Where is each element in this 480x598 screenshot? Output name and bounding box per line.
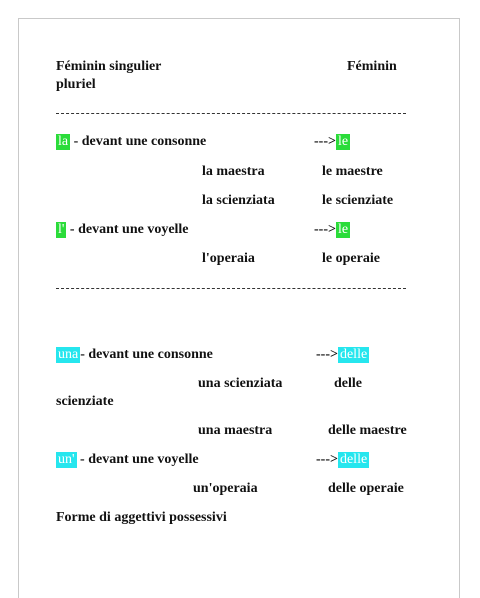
header-left-label: Féminin singulier: [56, 59, 162, 74]
rule-text: - devant une consonne: [73, 134, 207, 149]
example-singular: l'operaia: [202, 251, 255, 266]
plural-le-row: [314, 221, 350, 238]
example-plural: delle maestre: [328, 423, 407, 438]
article-la-highlight: la: [58, 134, 69, 149]
article-le-highlight: le: [337, 134, 349, 149]
plural-le-row: [314, 133, 350, 150]
example-plural: delle: [334, 376, 362, 391]
example-singular: la scienziata: [202, 193, 275, 208]
header-wrap-label: pluriel: [56, 77, 96, 92]
arrow: --->: [314, 222, 336, 237]
arrow: --->: [314, 134, 336, 149]
example-plural: le operaie: [322, 251, 380, 266]
article-una-highlight: una: [58, 347, 79, 362]
rule-row-un: [56, 451, 199, 468]
article-le-highlight: le: [337, 222, 349, 237]
arrow: --->: [316, 452, 338, 467]
example-singular: la maestra: [202, 164, 265, 179]
example-plural: le maestre: [322, 164, 383, 179]
rule-text: - devant une voyelle: [80, 452, 199, 467]
arrow: --->: [316, 347, 338, 362]
article-delle-highlight: delle: [339, 452, 368, 467]
plural-delle-row: [316, 451, 369, 468]
plural-delle-row: [316, 346, 369, 363]
example-singular: una scienziata: [198, 376, 283, 391]
example-singular: un'operaia: [193, 481, 258, 496]
rule-row-l: [56, 221, 189, 238]
rule-row-la: [56, 133, 206, 150]
section-heading-possessives: Forme di aggettivi possessivi: [56, 510, 227, 525]
rule-text: - devant une consonne: [80, 347, 213, 362]
example-plural: le scienziate: [322, 193, 394, 208]
example-singular: una maestra: [198, 423, 273, 438]
rule-row-una: [56, 346, 213, 363]
rule-text: - devant une voyelle: [69, 222, 189, 237]
divider-2: [56, 288, 406, 289]
example-plural: delle operaie: [328, 481, 404, 496]
header-right-label: Féminin: [347, 59, 397, 74]
article-un-highlight: un': [58, 452, 75, 467]
example-plural-wrap: scienziate: [56, 394, 114, 409]
article-delle-highlight: delle: [339, 347, 368, 362]
article-l-highlight: l': [58, 222, 65, 237]
divider-1: [56, 113, 406, 114]
